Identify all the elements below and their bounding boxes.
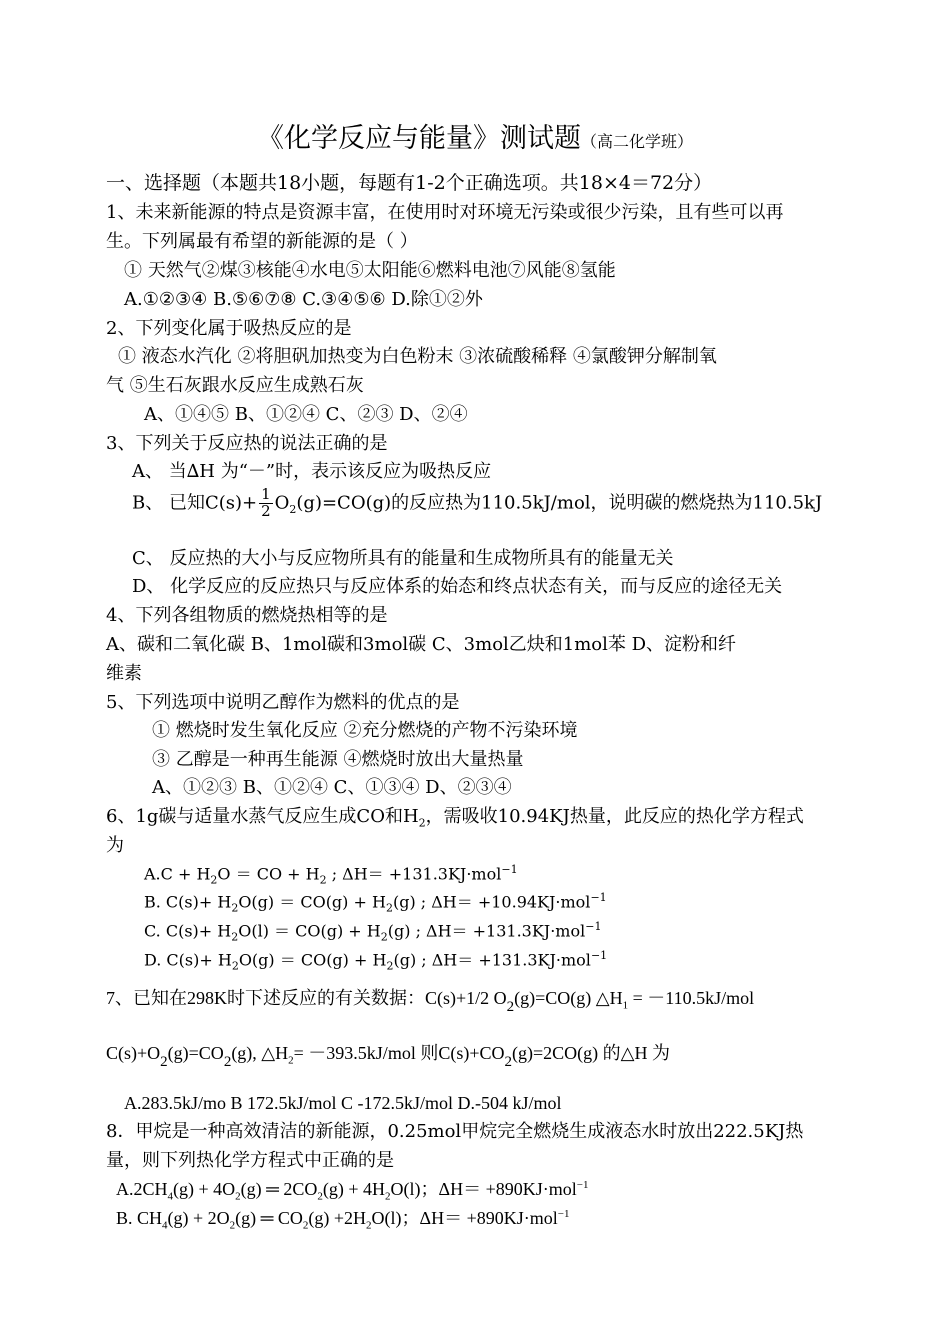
q5-items-line1: ① 燃烧时发生氧化反应 ②充分燃烧的产物不污染环境 [152, 720, 578, 741]
q1-items: ① 天然气②煤③核能④水电⑤太阳能⑥燃料电池⑦风能⑧氢能 [124, 260, 616, 281]
q4-options-line1: A、碳和二氧化碳 B、1mol碳和3mol碳 C、3mol乙炔和1mol苯 D、淀粉和纤 [106, 634, 737, 655]
q2-stem: 2、下列变化属于吸热反应的是 [106, 318, 352, 339]
q1-stem-line1: 1、未来新能源的特点是资源丰富，在使用时对环境无污染或很少污染，且有些可以再 [106, 202, 784, 223]
q2-items-line2: 气 ⑤生石灰跟水反应生成熟石灰 [106, 375, 364, 396]
q5-options: A、①②③ B、①②④ C、①③④ D、②③④ [152, 777, 512, 798]
q8-option-b: B. $CH_4(g) + 2O_2(g)$ ═ $CO_2(g) +2H_2O(l)$；ΔH＝ +890KJ·mol$^{-1}$ [116, 1208, 570, 1232]
q6-option-b: B. $C(s)+ H_2O(g) = CO(g) + H_2(g)$ ; ΔH＝ +10.94KJ·mol$^{-1}$ [144, 891, 607, 915]
q3-stem: 3、下列关于反应热的说法正确的是 [106, 433, 388, 454]
q8-option-a: $A.2CH_4(g) + 4O_2(g)$ ═ $2CO_2(g) + 4H_2O(l)$；ΔH＝ +890KJ·mol$^{-1}$ [116, 1179, 589, 1203]
q6-option-c: C. $C(s)+ H_2O(l) = CO(g) + H_2(g)$ ; ΔH＝ +131.3KJ·mol$^{-1}$ [144, 920, 602, 944]
q7-options: A.283.5kJ/mo B 172.5kJ/mol C -172.5kJ/mol D.-504 kJ/mol [124, 1093, 562, 1113]
q7-stem-line1: 7、已知在298K时下述反应的有关数据：C(s)+1/2 $O_2(g)=CO(g)$ $\triangle H_1 = -110.5kJ/mol$ [106, 988, 755, 1015]
q4-options-line2: 维素 [106, 663, 142, 684]
q8-stem-line1: 8．甲烷是一种高效清洁的新能源，0.25mol甲烷完全燃烧生成液态水时放出222.5KJ热 [106, 1121, 804, 1142]
q1-options: A.①②③④ B.⑤⑥⑦⑧ C.③④⑤⑥ D.除①②外 [124, 289, 483, 310]
q6-option-a: $A.C + H_2O$ ＝ CO + $H_2$ ; ΔH＝ +131.3KJ·mol$^{-1}$ [144, 863, 518, 887]
q2-options: A、①④⑤ B、①②④ C、②③ D、②④ [144, 404, 468, 425]
q5-items-line2: ③ 乙醇是一种再生能源 ④燃烧时放出大量热量 [152, 749, 524, 770]
q6-stem-line2: 为 [106, 835, 124, 856]
section-heading: 一、选择题（本题共18小题，每题有1-2个正确选项。共18×4＝72分） [106, 172, 713, 194]
q3-option-d: D、 化学反应的反应热只与反应体系的始态和终点状态有关，而与反应的途径无关 [132, 576, 783, 597]
q1-stem-line2: 生。下列属最有希望的新能源的是（ ） [106, 231, 418, 252]
q8-stem-line2: 量，则下列热化学方程式中正确的是 [106, 1150, 394, 1171]
q3-option-c: C、 反应热的大小与反应物所具有的能量和生成物所具有的能量无关 [132, 548, 674, 569]
q5-stem: 5、下列选项中说明乙醇作为燃料的优点的是 [106, 692, 460, 713]
q7-stem-line2: $C(s)+O_2(g)=CO_2(g)$, $\triangle H_2= -393.5kJ/mol$ 则$C(s)+CO_2(g)=2CO(g)$ 的△H 为 [106, 1043, 670, 1070]
q3-option-b: B、 已知C(s)+ $\frac{1}{2}$ $O_2(g)=CO(g)$的反应热为110.5kJ/mol，说明碳的燃烧热为110.5kJ [132, 485, 823, 520]
q3-option-a: A、 当∆H 为“－”时，表示该反应为吸热反应 [132, 461, 492, 482]
q6-option-d: D. $C(s)+ H_2O(g) = CO(g) + H_2(g)$ ; ΔH＝ +131.3KJ·mol$^{-1}$ [144, 949, 608, 973]
q6-stem: 6、1g碳与适量水蒸气反应生成CO和$H_2$，需吸收10.94KJ热量，此反应的热化学方程式 [106, 806, 804, 830]
one-half-fraction: $\frac{1}{2}$ [261, 485, 271, 520]
q2-items-line1: ① 液态水汽化 ②将胆矾加热变为白色粉末 ③浓硫酸稀释 ④氯酸钾分解制氧 [118, 346, 717, 367]
document-title: 《化学反应与能量》测试题（高二化学班） [256, 123, 693, 154]
q4-stem: 4、下列各组物质的燃烧热相等的是 [106, 605, 388, 626]
